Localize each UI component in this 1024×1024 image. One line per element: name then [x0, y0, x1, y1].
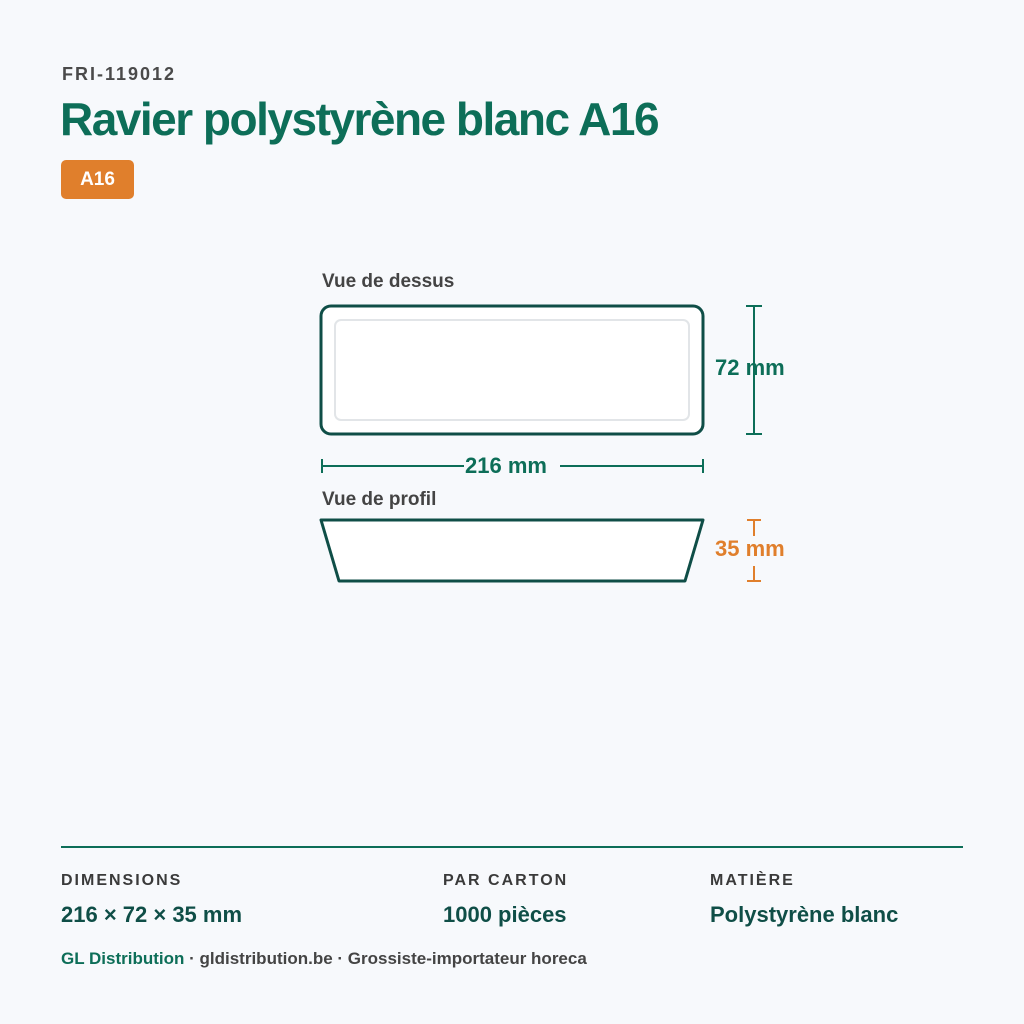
depth-label: 72 mm: [715, 355, 785, 380]
spec-per-carton-label: PAR CARTON: [443, 872, 569, 889]
footer-tagline: Grossiste-importateur horeca: [347, 949, 587, 968]
height-label: 35 mm: [715, 536, 785, 561]
top-view-outline: [321, 306, 703, 434]
side-view-outline: [321, 520, 703, 581]
product-title: Ravier polystyrène blanc A16: [60, 93, 659, 145]
spec-per-carton: [443, 872, 568, 928]
top-view-label: Vue de dessus: [322, 271, 455, 292]
spec-material-value: Polystyrène blanc: [710, 902, 899, 927]
spec-dimensions-label: DIMENSIONS: [61, 872, 183, 889]
footer-separator: ·: [332, 949, 348, 968]
size-badge: A16: [61, 160, 134, 199]
spec-material-label: MATIÈRE: [710, 872, 795, 889]
footer: [61, 949, 587, 969]
spec-dimensions: [61, 872, 242, 928]
spec-divider: [61, 846, 963, 848]
spec-material: [710, 872, 898, 928]
width-label: 216 mm: [465, 453, 547, 478]
footer-website: gldistribution.be: [199, 949, 333, 968]
product-sku: FRI-119012: [62, 64, 177, 84]
spec-per-carton-value: 1000 pièces: [443, 902, 567, 927]
spec-dimensions-value: 216 × 72 × 35 mm: [61, 902, 243, 927]
side-view-label: Vue de profil: [322, 489, 437, 510]
footer-separator: ·: [184, 949, 200, 968]
footer-brand: GL Distribution: [61, 949, 185, 968]
